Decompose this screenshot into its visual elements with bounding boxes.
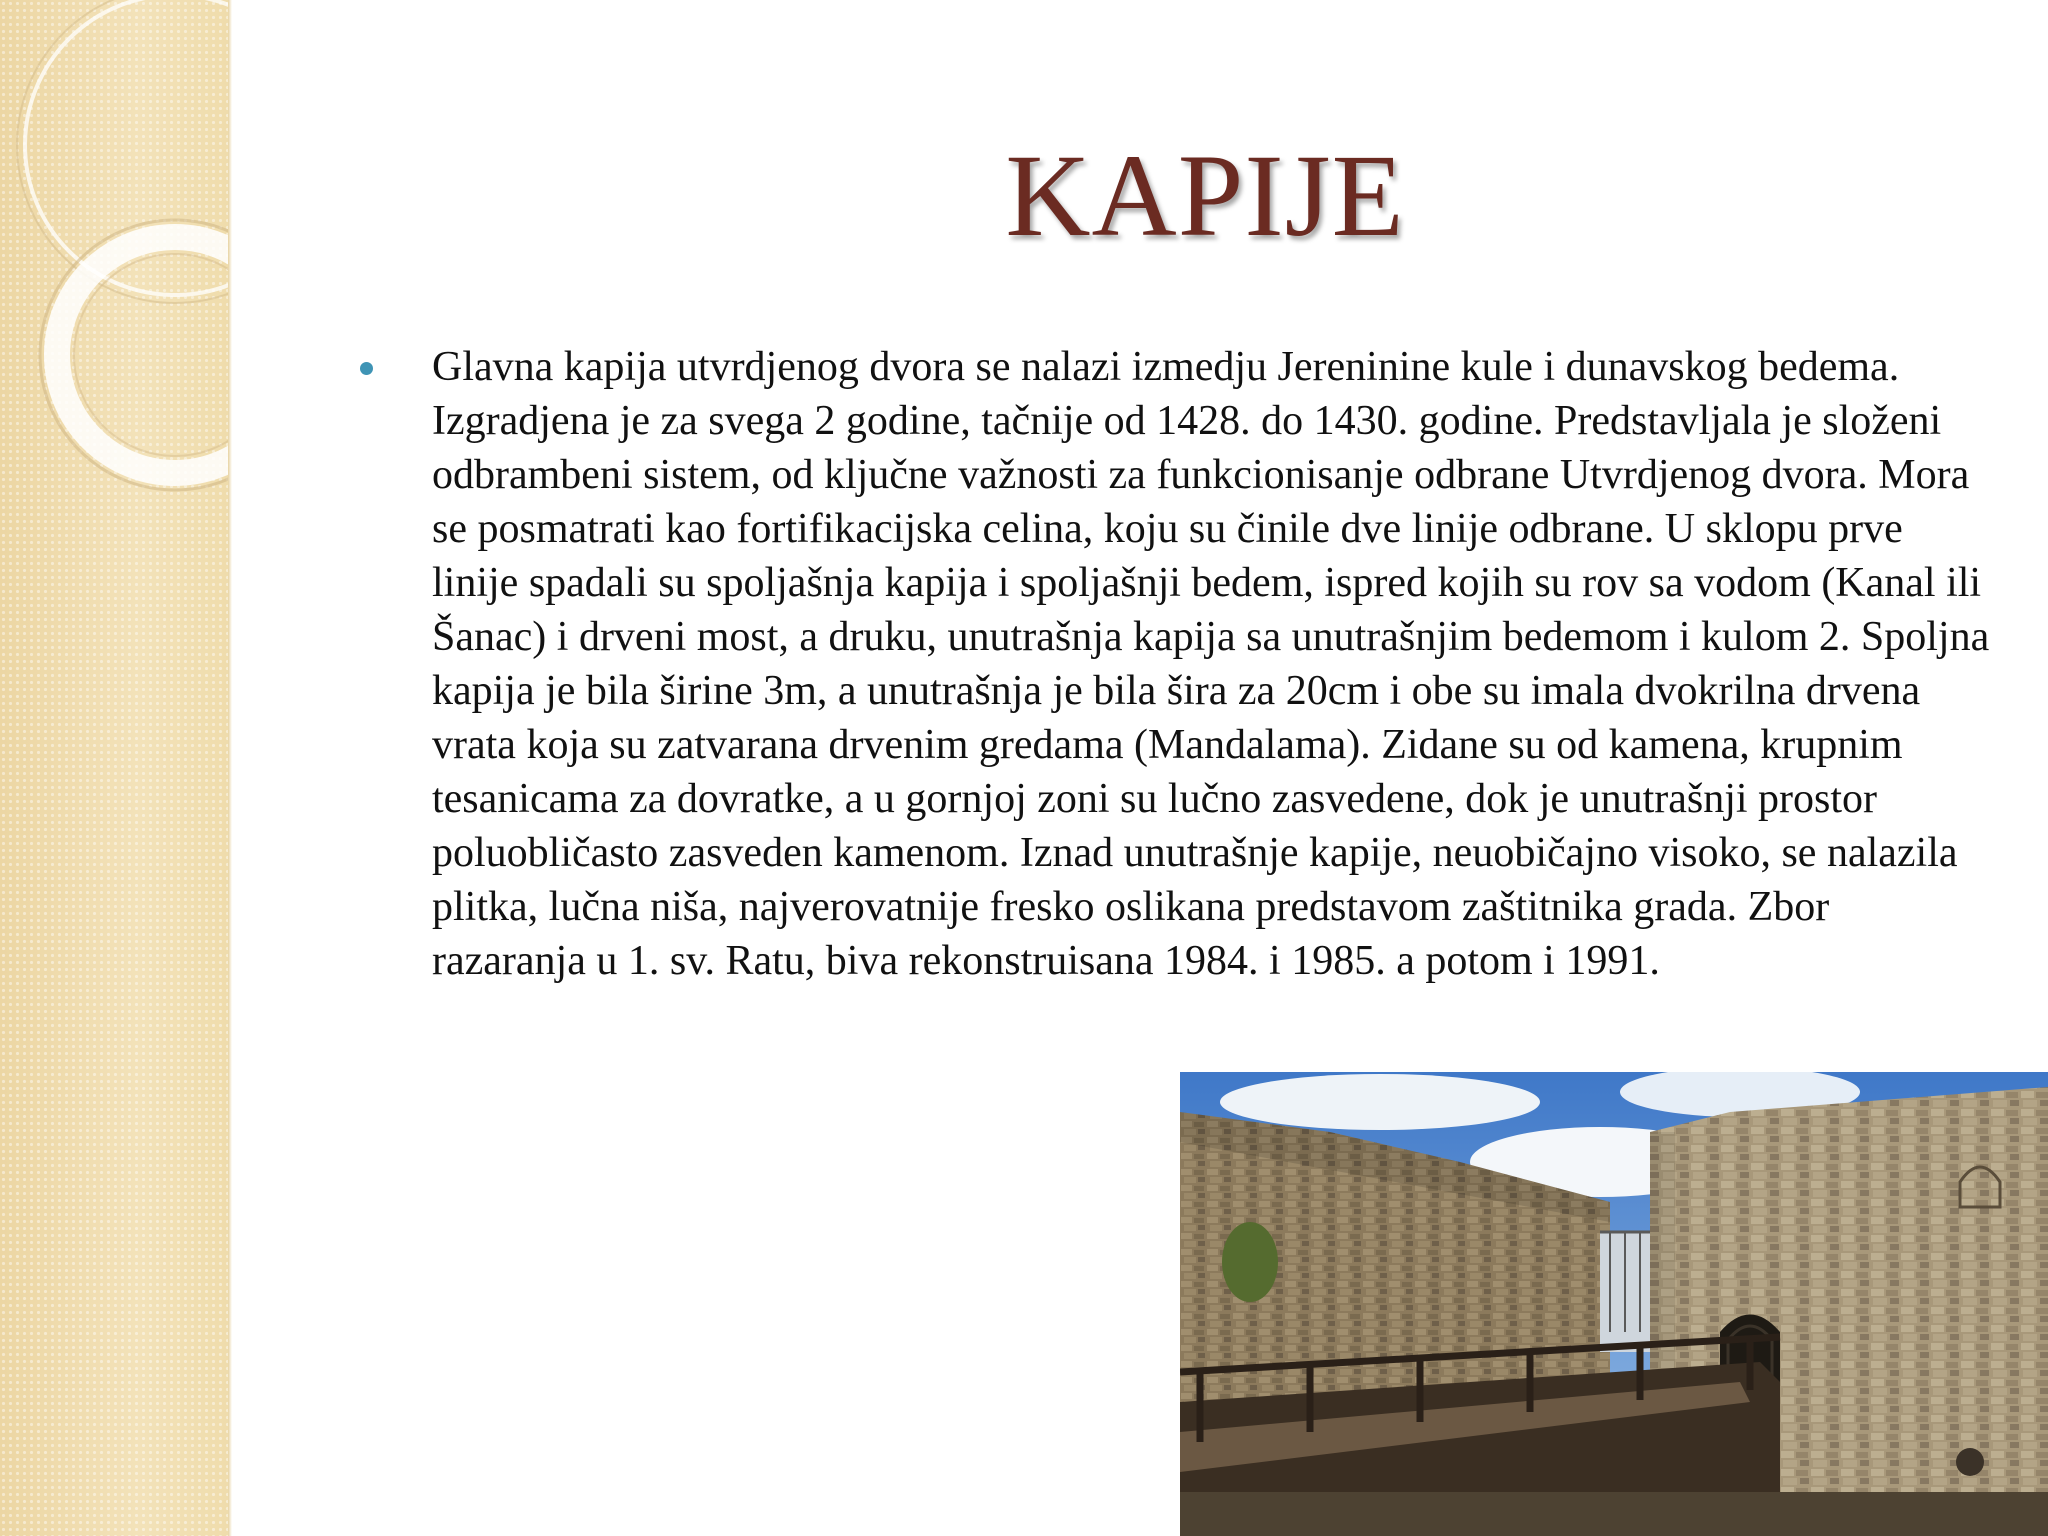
bullet-icon bbox=[360, 362, 373, 375]
body-paragraph: Glavna kapija utvrdjenog dvora se nalazi izmedju Jereninine kule i dunavskog bedema. Izgradjena je za svega 2 godine, tačnije od 1428. do 1430. godine. Predstavljala je složeni odbrambeni sistem, od ključne važnosti za funkcionisanje odbrane Utvrdjenog dvora. Mora se posmatrati kao fortifikacijska celina, koju su činile dve linije odbrane. U sklopu prve linije spadali su spoljašnja kapija i spoljašnji bedem, ispred kojih su rov sa vodom (Kanal ili Šanac) i drveni most, a druku, unutrašnja kapija sa unutrašnjim bedemom i kulom 2. Spoljna kapija je bila širine 3m, a unutrašnja je bila šira za 20cm i obe su imala dvokrilna drvena vrata koja su zatvarana drvenim gredama (Mandalama). Zidane su od kamena, krupnim tesanicama za dovratke, a u gornjoj zoni su lučno zasvedene, dok je unutrašnji prostor poluobličasto zasveden kamenom. Iznad unutrašnje kapije, neuobičajno visoko, se nalazila plitka, lučna niša, najverovatnije fresko oslikana predstavom zaštitnika grada. Zbor razaranja u 1. sv. Ratu, biva rekonstruisana 1984. i 1985. a potom i 1991. bbox=[432, 344, 1990, 984]
decorative-side-panel bbox=[0, 0, 232, 1536]
fortress-gate-photo bbox=[1180, 1072, 2048, 1536]
slide-title: KAPIJE bbox=[1005, 130, 1405, 261]
decorative-circles bbox=[0, 0, 232, 1536]
